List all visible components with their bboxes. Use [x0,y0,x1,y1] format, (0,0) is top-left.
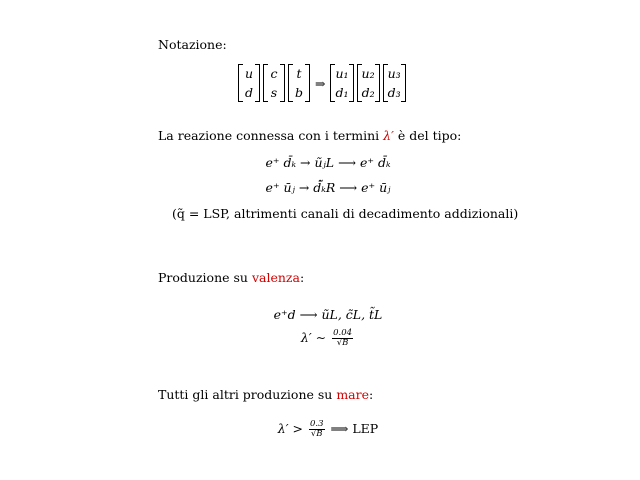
sea-label: Tutti gli altri produzione su [158,387,337,402]
matrix-ud [238,64,260,102]
matrix-tb [288,64,310,102]
valence-fraction [332,329,353,348]
sea-lambda-relation [160,420,496,439]
valence-lambda-relation [160,329,496,348]
matrix-entry: u₁ [335,66,349,81]
valence-lambda-lhs: λ′ ∼ [300,330,327,345]
reaction-equation-1: e⁺ d̄ₖ → ũⱼL ⟶ e⁺ d̄ₖ [265,155,391,170]
reaction-note: (q̃ = LSP, altrimenti canali di decadimento addizionali) [172,206,519,221]
matrix-gen3 [383,64,406,102]
valence-highlight: valenza [251,270,300,285]
valence-heading [158,270,304,285]
sea-lambda-lhs: λ′ > [277,421,303,436]
sea-implication: ⟹ LEP [330,421,379,436]
matrix-entry: t [296,66,302,81]
valence-equation: e⁺d ⟶ ũL, c̃L, t̃L [273,307,383,322]
reaction-intro [158,128,461,143]
fraction-numerator: 0.3 [309,419,324,429]
notation-heading: Notazione: [158,37,227,52]
sea-highlight: mare [336,387,370,402]
reaction-intro-text: La reazione connessa con i termini [158,128,384,143]
lambda-prime: λ′ [383,128,394,143]
sea-heading [158,387,373,402]
matrix-entry: d₃ [387,85,401,100]
notation-matrices [238,64,406,102]
reaction-equation-2: e⁺ ūⱼ → d̃̄ₖR ⟶ e⁺ ūⱼ [265,180,391,195]
sea-colon: : [369,387,374,402]
valence-colon: : [299,270,305,285]
fraction-denominator: √B [336,338,349,348]
matrix-entry: u [244,66,254,81]
matrix-entry: b [294,85,303,100]
matrix-entry: d₁ [335,85,349,100]
fraction-denominator: √B [310,429,323,439]
fraction-numerator: 0.04 [333,328,353,338]
matrix-entry: u₃ [387,66,401,81]
matrix-entry: d [244,85,253,100]
matrix-entry: s [270,85,278,100]
reaction-intro-tail: è del tipo: [393,128,462,143]
valence-label: Produzione su [158,270,252,285]
matrix-entry: d₂ [361,85,375,100]
sea-fraction [309,420,325,439]
implies-arrow: ⇒ [315,75,326,91]
matrix-entry: c [270,66,278,81]
matrix-entry: u₂ [361,66,375,81]
matrix-gen1 [330,64,353,102]
matrix-gen2 [357,64,380,102]
matrix-cs [263,64,285,102]
